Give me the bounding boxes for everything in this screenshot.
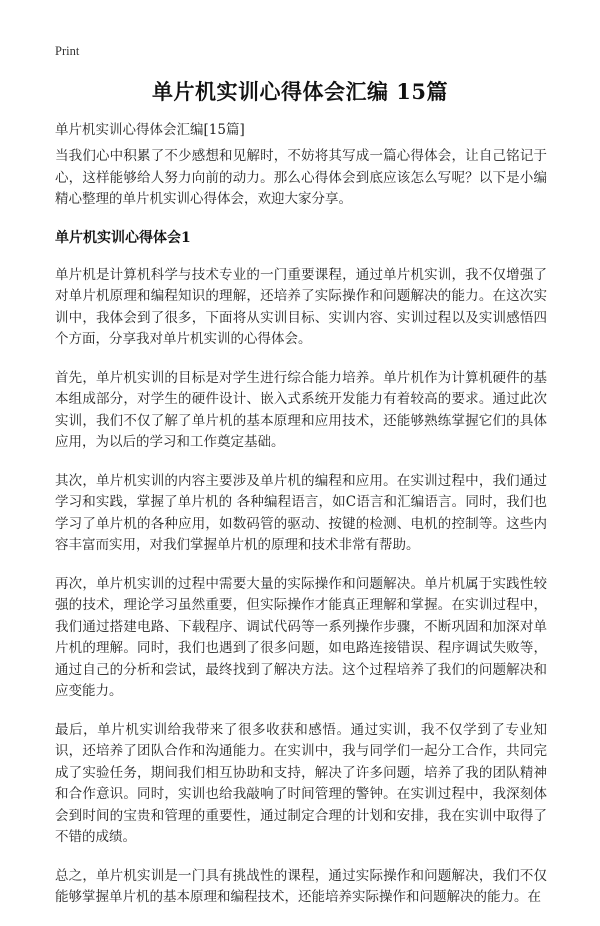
body-paragraph: 单片机是计算机科学与技术专业的一门重要课程，通过单片机实训，我不仅增强了对单片机原理和编程知识的理解，还培养了实际操作和问题解决的能力。在这次实训中，我体会到了很多，下面将从实训目标、实训内容、实训过程以及实训感悟四个方面，分享我对单片机实训的心得体会。	[55, 266, 547, 347]
document-body	[55, 146, 547, 926]
body-paragraph: 最后，单片机实训给我带来了很多收获和感悟。通过实训，我不仅学到了专业知识，还培养了团队合作和沟通能力。在实训中，我与同学们一起分工合作，共同完成了实验任务，期间我们相互协助和支持，解决了许多问题，培养了我的团队精神和合作意识。同时，实训也给我敲响了时间管理的警钟。在实训过程中，我深刻体会到时间的宝贵和管理的重要性，通过制定合理的计划和安排，我在实训中取得了不错的成绩。	[55, 721, 547, 845]
body-paragraph: 总之，单片机实训是一门具有挑战性的课程，通过实际操作和问题解决，我们不仅能够掌握单片机的基本原理和编程技术，还能培养实际操作和问题解决的能力。在	[55, 867, 547, 905]
section-heading: 单片机实训心得体会1	[55, 229, 191, 246]
body-paragraph: 其次，单片机实训的内容主要涉及单片机的编程和应用。在实训过程中，我们通过学习和实践，掌握了单片机的 各种编程语言，如C语言和汇编语言。同时，我们也学习了单片机的各种应用，如数码管的驱动、按键的检测、电机的控制等。这些内容丰富而实用，对我们掌握单片机的原理和技术非常有帮助。	[55, 472, 547, 553]
intro-paragraph: 当我们心中积累了不少感想和见解时，不妨将其写成一篇心得体会，让自己铭记于心，这样能够给人努力向前的动力。那么心得体会到底应该怎么写呢？以下是小编精心整理的单片机实训心得体会，欢迎大家分享。	[55, 148, 547, 207]
body-paragraph: 再次，单片机实训的过程中需要大量的实际操作和问题解决。单片机属于实践性较强的技术，理论学习虽然重要，但实际操作才能真正理解和掌握。在实训过程中，我们通过搭建电路、下载程序、调试代码等一系列操作步骤，不断巩固和加深对单片机的理解。同时，我们也遇到了很多问题，如电路连接错误、程序调试失败等，通过自己的分析和尝试，最终找到了解决方法。这个过程培养了我们的问题解决和应变能力。	[55, 575, 547, 699]
body-paragraph: 首先，单片机实训的目标是对学生进行综合能力培养。单片机作为计算机硬件的基本组成部分，对学生的硬件设计、嵌入式系统开发能力有着较高的要求。通过此次实训，我们不仅了解了单片机的基本原理和应用技术，还能够熟练掌握它们的具体应用，为以后的学习和工作奠定基础。	[55, 369, 547, 450]
document-title: 单片机实训心得体会汇编 15篇	[151, 79, 449, 104]
print-link[interactable]: Print	[55, 44, 80, 58]
document-subtitle: 单片机实训心得体会汇编[15篇]	[55, 122, 245, 138]
